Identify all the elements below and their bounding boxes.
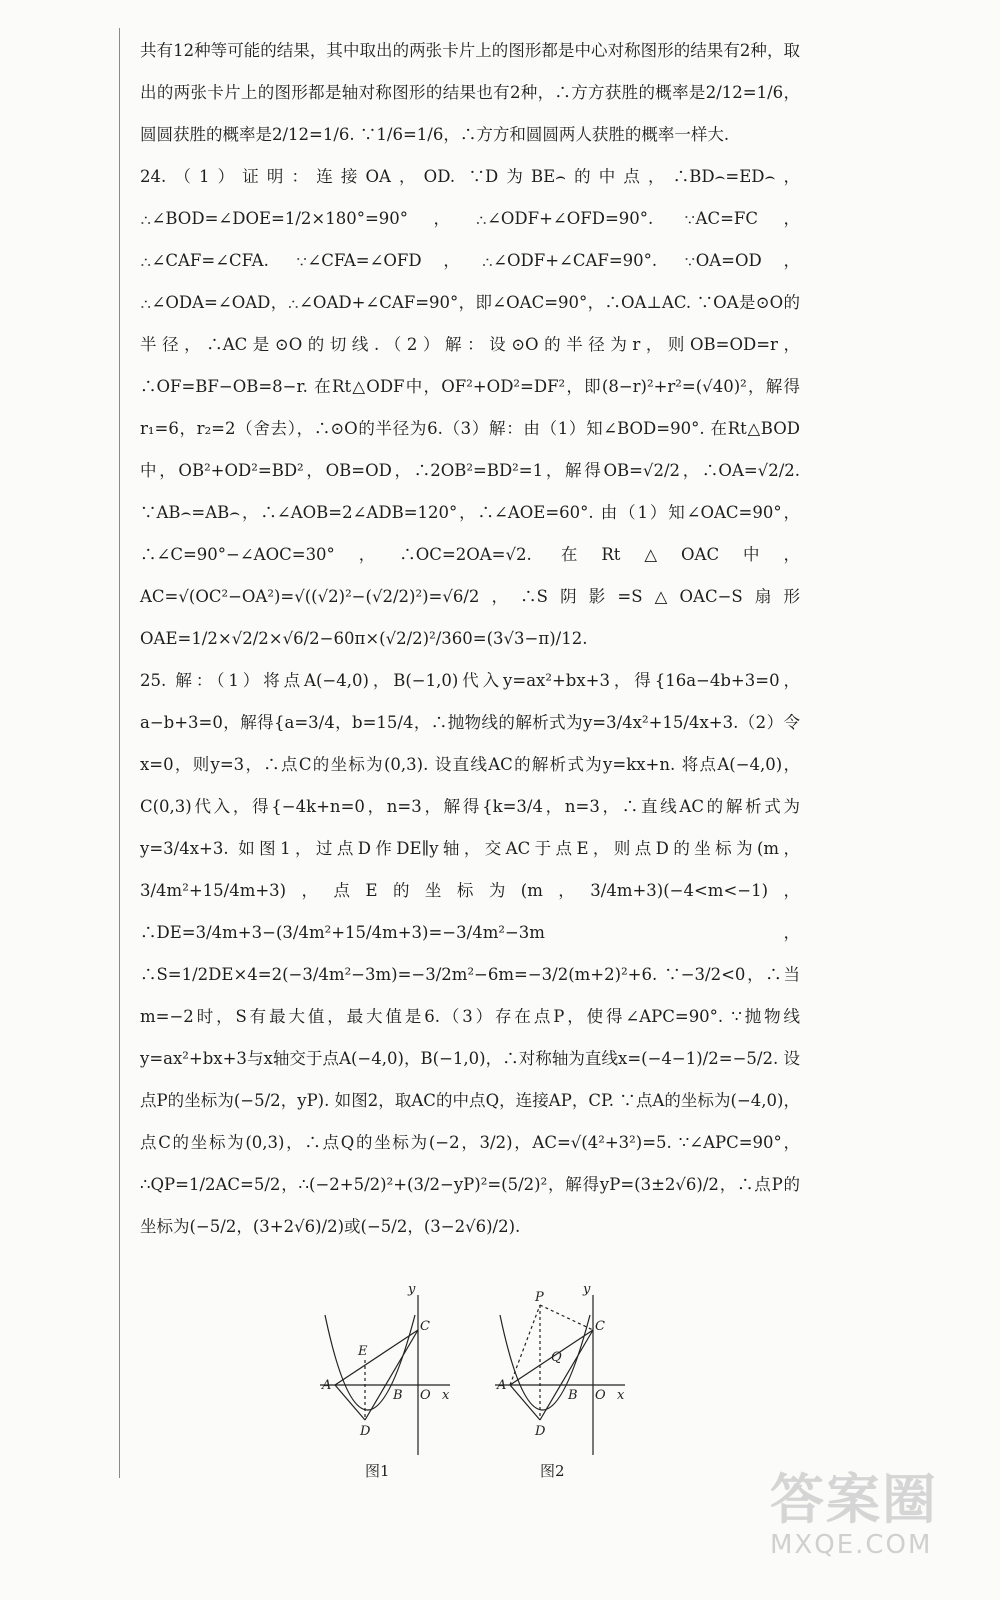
answer-text [140, 30, 800, 1248]
fig2-label-b: B [568, 1388, 578, 1403]
fig1-label-d: D [360, 1424, 371, 1439]
paragraph-24: 24.（1）证明：连接OA，OD. ∵D为BE⌢的中点，∴BD⌢=ED⌢，∴∠BOD=∠DOE=1/2×180°=90°，∴∠ODF+∠OFD=90°. ∵AC=FC，∴∠CAF=∠CFA. ∵∠CFA=∠OFD，∴∠ODF+∠CAF=90°. ∵OA=OD，∴∠ODA=∠OAD，∴∠OAD+∠CAF=90°，即∠OAC=90°，∴OA⊥AC. ∵OA是⊙O的半径，∴AC是⊙O的切线.（2）解：设⊙O的半径为r，则OB=OD=r，∴OF=BF−OB=8−r. 在Rt△ODF中，OF²+OD²=DF²，即(8−r)²+r²=(√40)²，解得r₁=6，r₂=2（舍去），∴⊙O的半径为6.（3）解：由（1）知∠BOD=90°. 在Rt△BOD中，OB²+OD²=BD²，OB=OD，∴2OB²=BD²=1，解得OB=√2/2，∴OA=√2/2. ∵AB⌢=AB⌢，∴∠AOB=2∠ADB=120°，∴∠AOE=60°. 由（1）知∠OAC=90°，∴∠C=90°−∠AOC=30°，∴OC=2OA=√2. 在Rt△OAC中，AC=√(OC²−OA²)=√((√2)²−(√2/2)²)=√6/2，∴S阴影=S△OAC−S扇形OAE=1/2×√2/2×√6/2−60π×(√2/2)²/360=(3√3−π)/12. [140, 167, 800, 648]
fig2-label-q: Q [551, 1350, 562, 1365]
fig1-label-e: E [358, 1344, 368, 1359]
fig2-label-d: D [535, 1424, 546, 1439]
watermark-url: MXQE.COM [770, 1530, 933, 1560]
fig1-label-y: y [408, 1282, 416, 1297]
fig1-label-c: C [420, 1319, 430, 1334]
fig2-label-x: x [617, 1388, 625, 1403]
fig2-label-c: C [595, 1319, 605, 1334]
fig2-label-p: P [535, 1290, 544, 1305]
figure-1-caption: 图1 [365, 1462, 390, 1480]
fig1-label-o: O [420, 1388, 431, 1403]
fig2-label-a: A [497, 1378, 507, 1393]
fig1-label-a: A [322, 1378, 332, 1393]
fig1-label-x: x [442, 1388, 450, 1403]
margin-rule [119, 28, 120, 1478]
paragraph-25: 25. 解：（1）将点A(−4,0)，B(−1,0)代入y=ax²+bx+3，得{16a−4b+3=0，a−b+3=0，解得{a=3/4，b=15/4，∴抛物线的解析式为y=3/4x²+15/4x+3.（2）令x=0，则y=3，∴点C的坐标为(0,3). 设直线AC的解析式为y=kx+n. 将点A(−4,0)，C(0,3)代入，得{−4k+n=0，n=3，解得{k=3/4，n=3，∴直线AC的解析式为y=3/4x+3. 如图1，过点D作DE∥y轴，交AC于点E，则点D的坐标为(m，3/4m²+15/4m+3)，点E的坐标为(m，3/4m+3)(−4<m<−1)，∴DE=3/4m+3−(3/4m²+15/4m+3)=−3/4m²−3m，∴S=1/2DE×4=2(−3/4m²−3m)=−3/2m²−6m=−3/2(m+2)²+6. ∵−3/2<0，∴当m=−2时，S有最大值，最大值是6.（3）存在点P，使得∠APC=90°. ∵抛物线y=ax²+bx+3与x轴交于点A(−4,0)，B(−1,0)，∴对称轴为直线x=(−4−1)/2=−5/2. 设点P的坐标为(−5/2，yP). 如图2，取AC的中点Q，连接AP，CP. ∵点A的坐标为(−4,0)，点C的坐标为(0,3)，∴点Q的坐标为(−2，3/2)，AC=√(4²+3²)=5. ∵∠APC=90°，∴QP=1/2AC=5/2，∴(−2+5/2)²+(3/2−yP)²=(5/2)²，解得yP=(3±2√6)/2，∴点P的坐标为(−5/2，(3+2√6)/2)或(−5/2，(3−2√6)/2). [140, 671, 800, 1236]
fig1-label-b: B [393, 1388, 403, 1403]
figure-2-caption: 图2 [540, 1462, 565, 1480]
fig2-label-y: y [583, 1282, 591, 1297]
figure-1 [320, 1282, 450, 1455]
fig2-label-o: O [595, 1388, 606, 1403]
figure-2 [495, 1282, 625, 1455]
watermark [770, 1470, 970, 1580]
figures [310, 1275, 630, 1485]
paragraph-23-end: 共有12种等可能的结果，其中取出的两张卡片上的图形都是中心对称图形的结果有2种，取出的两张卡片上的图形都是轴对称图形的结果也有2种，∴方方获胜的概率是2/12=1/6，圆圆获胜的概率是2/12=1/6. ∵1/6=1/6，∴方方和圆圆两人获胜的概率一样大. [140, 41, 800, 144]
watermark-logo: 答案圈 [770, 1468, 938, 1531]
